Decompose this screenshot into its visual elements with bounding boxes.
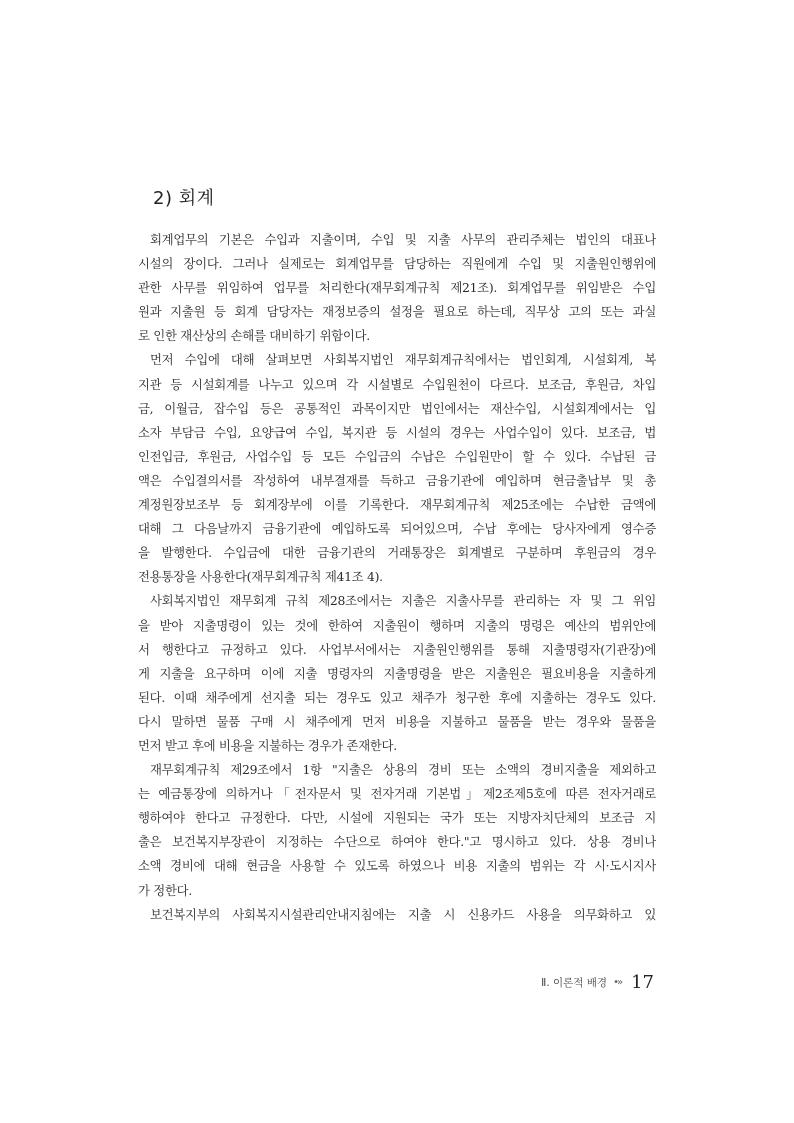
text-line: 회계업무의 기본은 수입과 지출이며, 수입 및 지출 사무의 관리주체는 법인의 대표나 [150, 232, 656, 247]
text-line: 로 인한 재산상의 손해를 대비하기 위함이다. [138, 328, 370, 344]
page-footer [541, 972, 654, 993]
text-line: 소액 경비에 대해 현금을 사용할 수 있도록 하였으나 비용 지출의 범위는 각 시·도시지사 [138, 858, 656, 874]
text-line: 금, 이월금, 잡수입 등은 공통적인 과목이지만 법인에서는 재산수입, 시설회계에서는 입 [138, 400, 656, 416]
text-line: 출은 보건복지부장관이 지정하는 수단으로 하여야 한다."고 명시하고 있다. 상용 경비나 [138, 834, 656, 850]
text-line: 원과 지출원 등 회계 담당자는 재정보증의 설정을 필요로 하는데, 직무상 고의 또는 과실 [138, 304, 656, 320]
text-line: 액은 수입결의서를 작성하여 내부결재를 득하고 금융기관에 예입하며 현금출납부 및 총 [138, 472, 656, 488]
text-line: 는 예금통장에 의하거나「전자문서 및 전자거래 기본법」제2조제5호에 따른 전자거래로 [138, 786, 656, 802]
text-line: 시설의 장이다. 그러나 실제로는 회계업무를 담당하는 직원에게 수입 및 지출원인행위에 [138, 256, 656, 272]
body-text [138, 228, 656, 927]
footer-section-title: Ⅱ. 이론적 배경 [541, 977, 608, 989]
text-line: 계정원장보조부 등 회계장부에 이를 기록한다. 재무회계규칙 제25조에는 수납한 금액에 [138, 497, 656, 513]
text-line: 지관 등 시설회계를 나누고 있으며 각 시설별로 수입원천이 다르다. 보조금, 후원금, 차입 [138, 376, 656, 392]
page-number: 17 [631, 972, 654, 993]
text-line: 다시 말하면 물품 구매 시 채주에게 먼저 비용을 지불하고 물품을 받는 경우와 물품을 [138, 713, 656, 729]
text-line: 전용통장을 사용한다(재무회계규칙 제41조 4). [138, 569, 383, 585]
text-line: 사회복지법인 재무회계 규칙 제28조에서는 지출은 지출사무를 관리하는 자 및 그 위임 [150, 593, 656, 609]
text-line: 가 정한다. [138, 882, 192, 898]
footer-arrow-icon: •» [613, 977, 622, 988]
text-line: 서 행한다고 규정하고 있다. 사업부서에서는 지출원인행위를 통해 지출명령자(기관장)에 [138, 641, 656, 657]
text-line: 게 지출을 요구하며 이에 지출 명령자의 지출명령을 받은 지출원은 필요비용을 지출하게 [138, 665, 656, 681]
text-line: 대해 그 다음날까지 금융기관에 예입하도록 되어있으며, 수납 후에는 당사자에게 영수증 [138, 521, 656, 537]
text-line: 먼저 수입에 대해 살펴보면 사회복지법인 재무회계규칙에서는 법인회계, 시설회계, 복 [150, 352, 656, 368]
text-line: 먼저 받고 후에 비용을 지불하는 경우가 존재한다. [138, 737, 397, 753]
text-line: 관한 사무를 위임하여 업무를 처리한다(재무회계규칙 제21조). 회계업무를 위임받은 수입 [138, 280, 656, 296]
text-line: 재무회계규칙 제29조에서 1항 "지출은 상용의 경비 또는 소액의 경비지출을 제외하고 [150, 762, 656, 778]
text-line: 보건복지부의 사회복지시설관리안내지침에는 지출 시 신용카드 사용을 의무화하고 있 [150, 906, 656, 922]
text-line: 인전입금, 후원금, 사업수입 등 모든 수입금의 수납은 수입원만이 할 수 있다. 수납된 금 [138, 448, 656, 464]
text-line: 된다. 이때 채주에게 선지출 되는 경우도 있고 채주가 청구한 후에 지출하는 경우도 있다. [138, 689, 656, 705]
text-line: 소자 부담금 수입, 요양급여 수입, 복지관 등 시설의 경우는 사업수입이 있다. 보조금, 법 [138, 424, 656, 440]
section-heading: 2) 회계 [153, 188, 215, 209]
text-line: 행하여야 한다고 규정한다. 다만, 시설에 지원되는 국가 또는 지방자치단체의 보조금 지 [138, 810, 656, 826]
text-line: 을 받아 지출명령이 있는 것에 한하여 지출원이 행하며 지출의 명령은 예산의 범위안에 [138, 617, 656, 633]
text-line: 을 발행한다. 수입금에 대한 금융기관의 거래통장은 회계별로 구분하며 후원금의 경우 [138, 545, 656, 561]
